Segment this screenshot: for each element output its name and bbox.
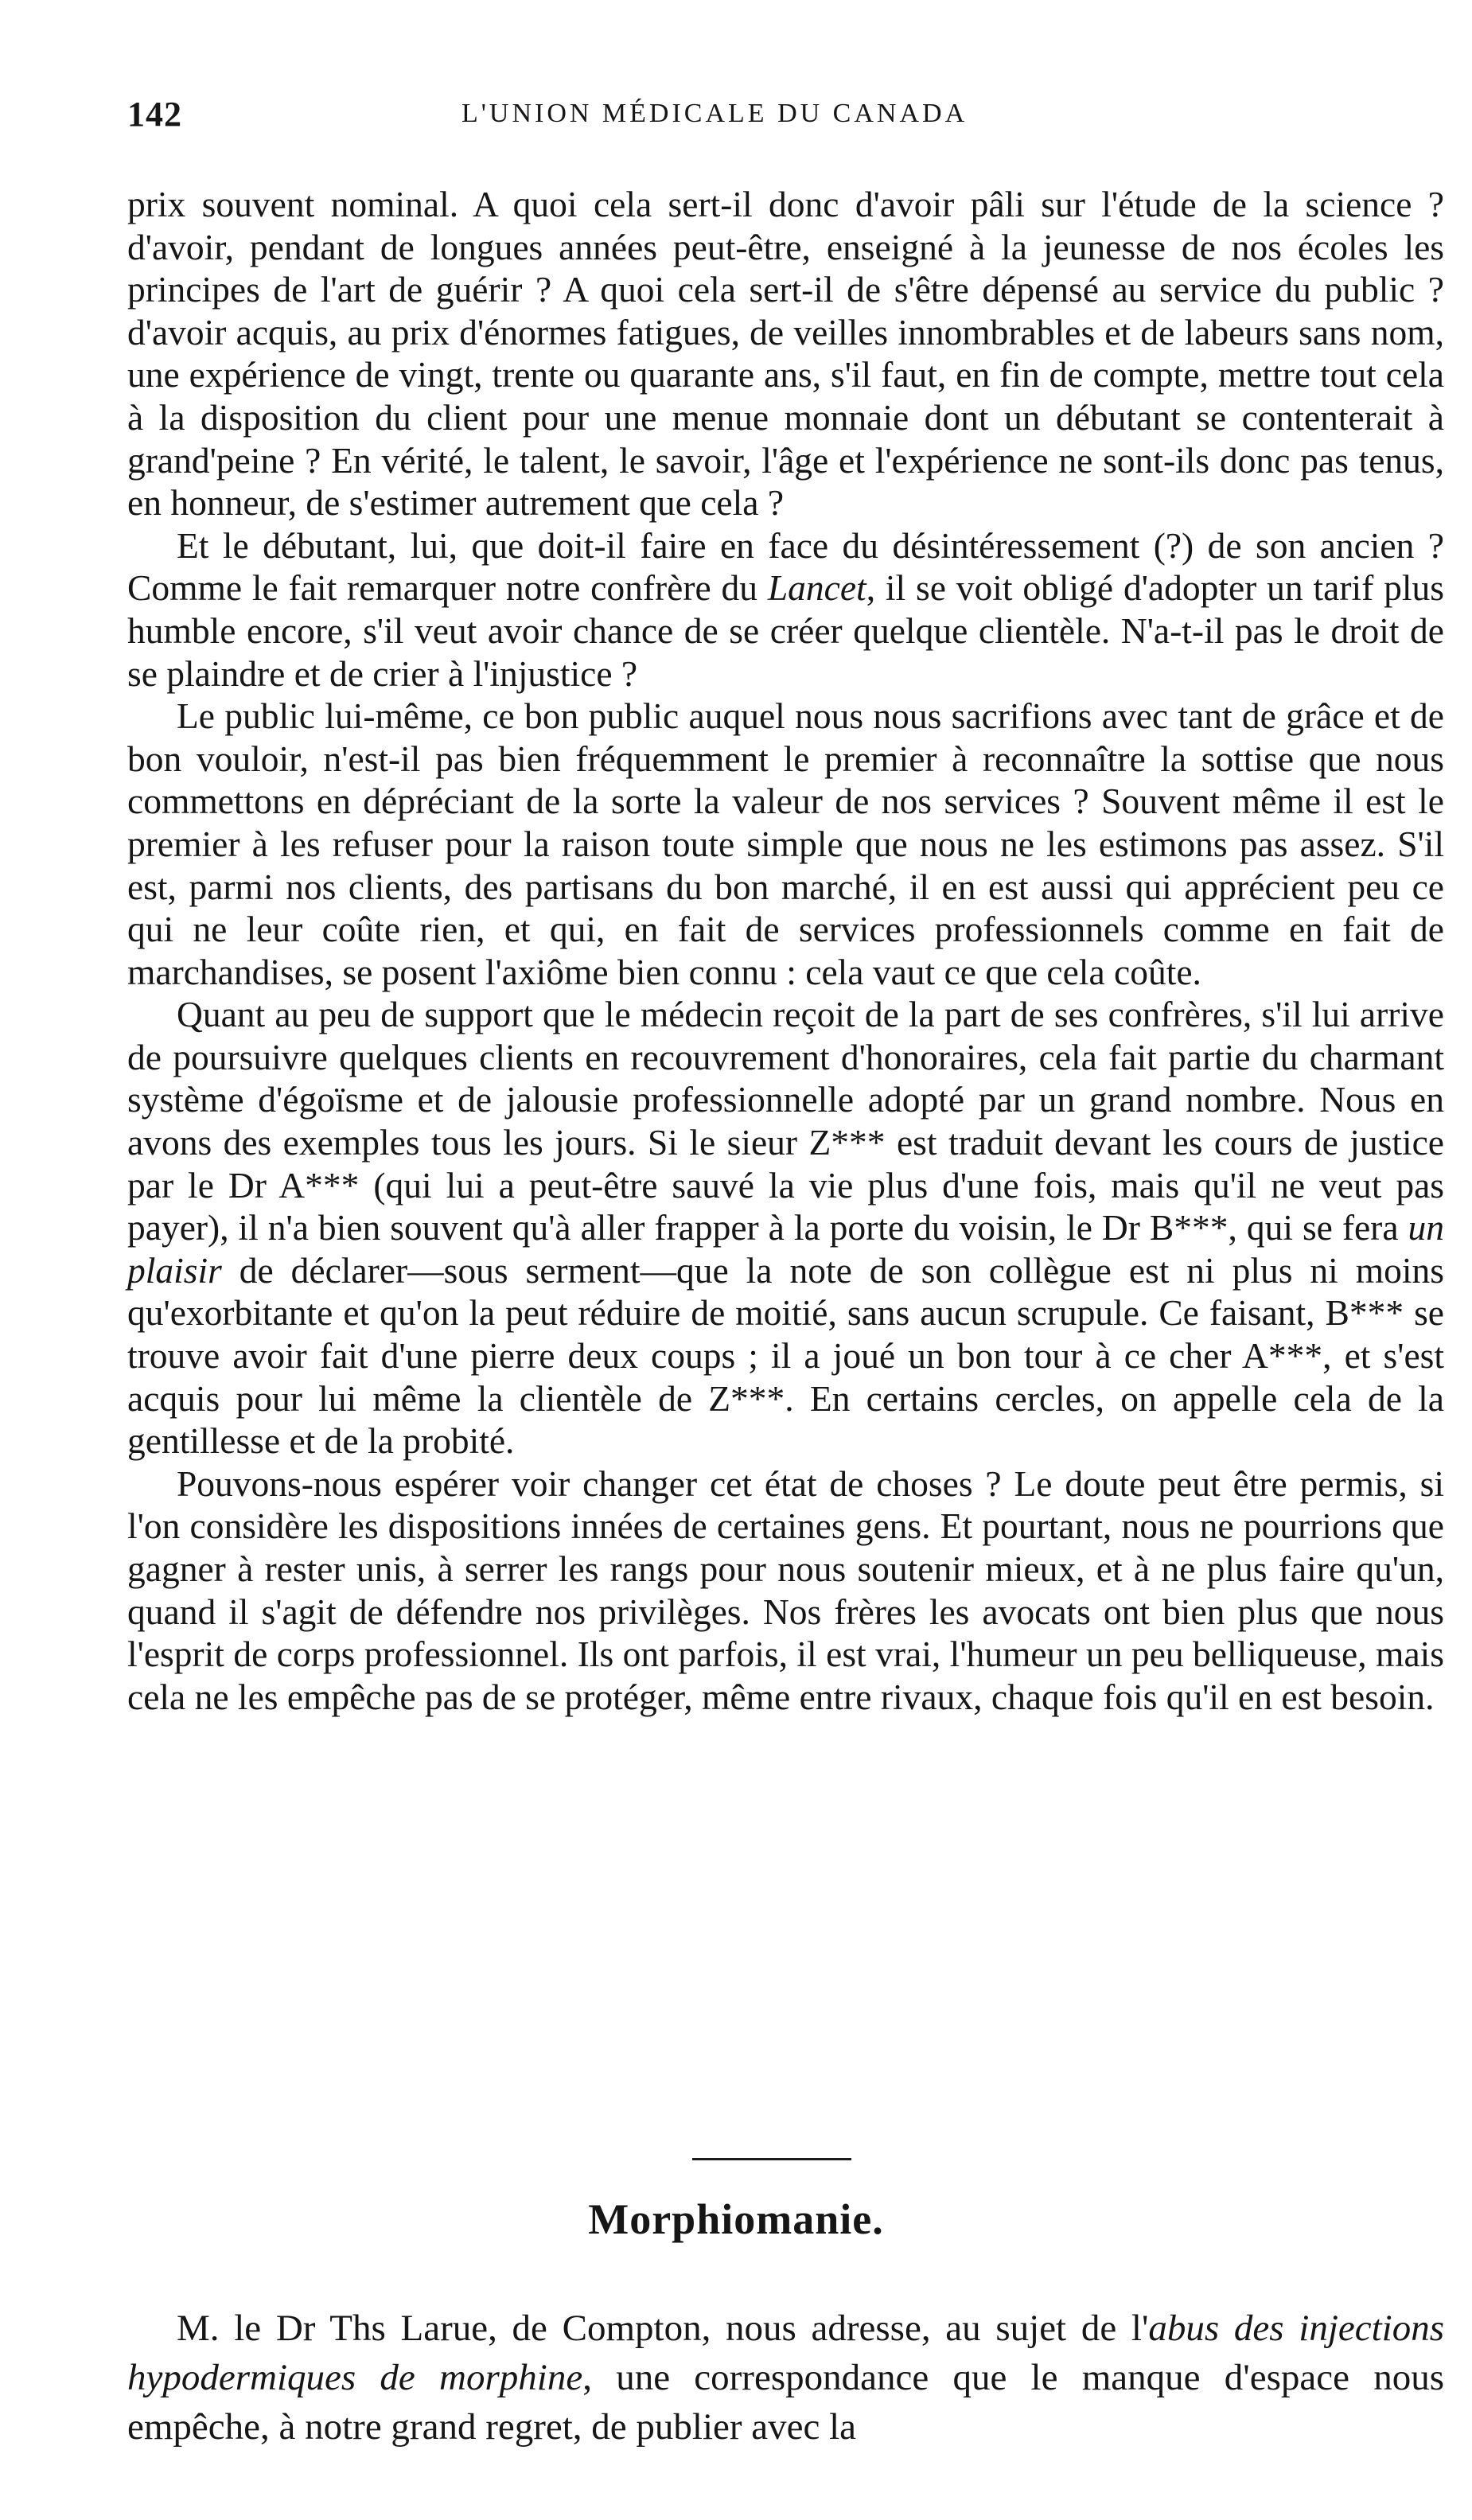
text-segment: Quant au peu de support que le médecin reçoit de la part de ses confrères, s'il lui arrive de poursuivre quelques clients en recouvrement d'honoraires, cela fait partie du charmant système d'égoïsme et de jalousie professionnelle adopté par un grand nombre. Nous en avons des exemples tous les jours. Si le sieur Z*** est traduit devant les cours de justice par le Dr A*** (qui lui a peut-être sauvé la vie plus d'une fois, mais qu'il ne veut pas payer), il n'a bien souvent qu'à aller frapper à la porte du voisin, le Dr B***, qui se fera bbox=[127, 994, 1444, 1248]
text-segment: Et le débutant, lui, que doit-il faire en face du désintéressement (?) de son ancien ? Comme le fait remarquer notre confrère du bbox=[127, 524, 1444, 609]
journal-name-italic: Lancet bbox=[767, 567, 866, 609]
paragraph-5 bbox=[127, 1463, 1444, 1719]
article-body bbox=[127, 183, 1444, 1718]
section-divider bbox=[692, 2158, 851, 2160]
text-segment: M. le Dr Ths Larue, de Compton, nous adresse, au sujet de l' bbox=[177, 2308, 1149, 2349]
text-segment: , une correspondance que le manque d'espace nous empêche, à notre grand regret, de publier avec la bbox=[127, 2357, 1444, 2448]
text-segment: Le public lui-même, ce bon public auquel nous nous sacrifions avec tant de grâce et de bon vouloir, n'est-il pas bien fréquemment le premier à reconnaître la sottise que nous commettons en dépréciant de la sorte la valeur de nos services ? Souvent même il est le premier à les refuser pour la raison toute simple que nous ne les estimons pas assez. S'il est, parmi nos clients, des partisans du bon marché, il en est aussi qui apprécient peu ce qui ne leur coûte rien, et qui, en fait de services professionnels comme en fait de marchandises, se posent l'axiôme bien connu : cela vaut ce que cela coûte. bbox=[127, 695, 1444, 992]
text-segment: Pouvons-nous espérer voir changer cet état de choses ? Le doute peut être permis, si l'on considère les dispositions innées de certaines gens. Et pourtant, nous ne pourrions que gagner à rester unis, à serrer les rangs pour nous soutenir mieux, et à ne plus faire qu'un, quand il s'agit de défendre nos privilèges. Nos frères les avocats ont bien plus que nous l'esprit de corps professionnel. Ils ont parfois, il est vrai, l'humeur un peu belliqueuse, mais cela ne les empêche pas de se protéger, même entre rivaux, chaque fois qu'il en est besoin. bbox=[127, 1463, 1444, 1717]
paragraph-3 bbox=[127, 695, 1444, 993]
emphasis-italic: abus des injections hypodermiques de morphine bbox=[127, 2308, 1445, 2398]
paragraph-2 bbox=[127, 524, 1444, 695]
section-heading: Morphiomanie. bbox=[588, 2195, 884, 2243]
section-body bbox=[127, 2304, 1444, 2452]
section-paragraph bbox=[127, 2304, 1444, 2452]
emphasis-italic: un plaisir bbox=[127, 1207, 1444, 1291]
text-segment: de déclarer—sous serment—que la note de son collègue est ni plus ni moins qu'exorbitante et qu'on la peut réduire de moitié, sans aucun scrupule. Ce faisant, B*** se trouve avoir fait d'une pierre deux coups ; il a joué un bon tour à ce cher A***, et s'est acquis pour lui même la clientèle de Z***. En certains cercles, on appelle cela de la gentillesse et de la probité. bbox=[127, 1249, 1444, 1462]
text-segment: , il se voit obligé d'adopter un tarif plus humble encore, s'il veut avoir chance de se créer quelque clientèle. N'a-t-il pas le droit de se plaindre et de crier à l'injustice ? bbox=[127, 567, 1444, 694]
paragraph-1 bbox=[127, 183, 1444, 524]
journal-title: L'UNION MÉDICALE DU CANADA bbox=[461, 99, 968, 128]
text-segment: prix souvent nominal. A quoi cela sert-il donc d'avoir pâli sur l'étude de la science ? d'avoir, pendant de longues années peut-être, enseigné à la jeunesse de nos écoles les principes de l'art de guérir ? A quoi cela sert-il de s'être dépensé au service du public ? d'avoir acquis, au prix d'énormes fatigues, de veilles innombrables et de labeurs sans nom, une expérience de vingt, trente ou quarante ans, s'il faut, en fin de compte, mettre tout cela à la disposition du client pour une menue monnaie dont un débutant se contenterait à grand'peine ? En vérité, le talent, le savoir, l'âge et l'expérience ne sont-ils donc pas tenus, en honneur, de s'estimer autrement que cela ? bbox=[127, 184, 1444, 524]
page-number: 142 bbox=[127, 95, 182, 134]
running-head bbox=[127, 94, 1448, 142]
paragraph-4 bbox=[127, 993, 1444, 1463]
